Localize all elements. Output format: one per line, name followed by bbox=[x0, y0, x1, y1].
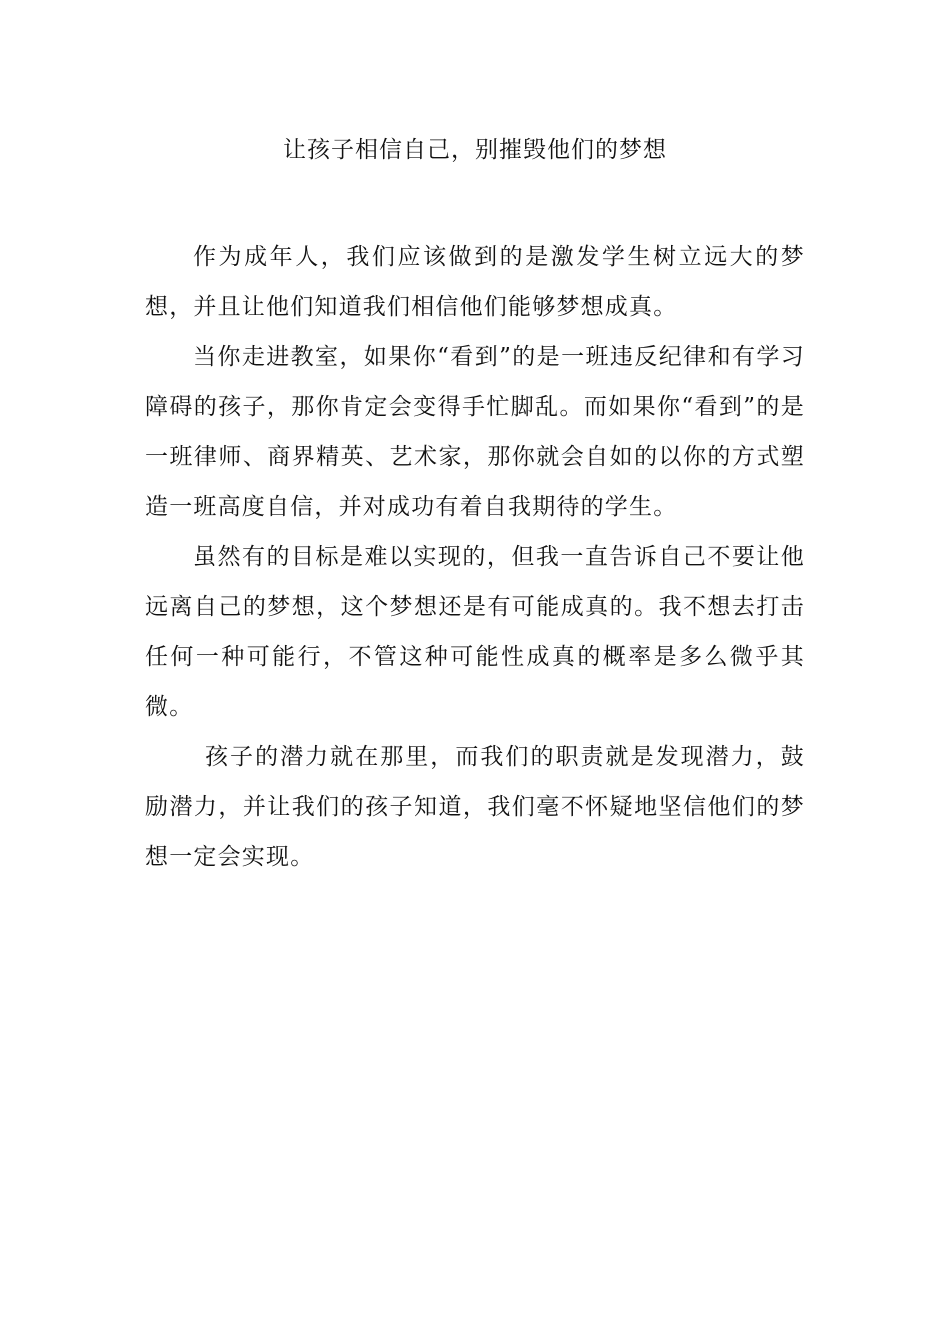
paragraph: 虽然有的目标是难以实现的，但我一直告诉自己不要让他远离自己的梦想，这个梦想还是有可能成真的。我不想去打击任何一种可能行，不管这种可能性成真的概率是多么微乎其微。 bbox=[145, 544, 805, 720]
paragraph: 作为成年人，我们应该做到的是激发学生树立远大的梦想，并且让他们知道我们相信他们能够梦想成真。 bbox=[145, 244, 805, 320]
document-title: 让孩子相信自己，别摧毁他们的梦想 bbox=[283, 137, 667, 163]
paragraph: 当你走进教室，如果你“看到”的是一班违反纪律和有学习障碍的孩子，那你肯定会变得手忙脚乱。而如果你“看到”的是一班律师、商界精英、艺术家，那你就会自如的以你的方式塑造一班高度自信，并对成功有着自我期待的学生。 bbox=[145, 344, 805, 520]
document-body bbox=[145, 232, 805, 882]
paragraph: 孩子的潜力就在那里，而我们的职责就是发现潜力，鼓励潜力，并让我们的孩子知道，我们毫不怀疑地坚信他们的梦想一定会实现。 bbox=[145, 744, 805, 870]
